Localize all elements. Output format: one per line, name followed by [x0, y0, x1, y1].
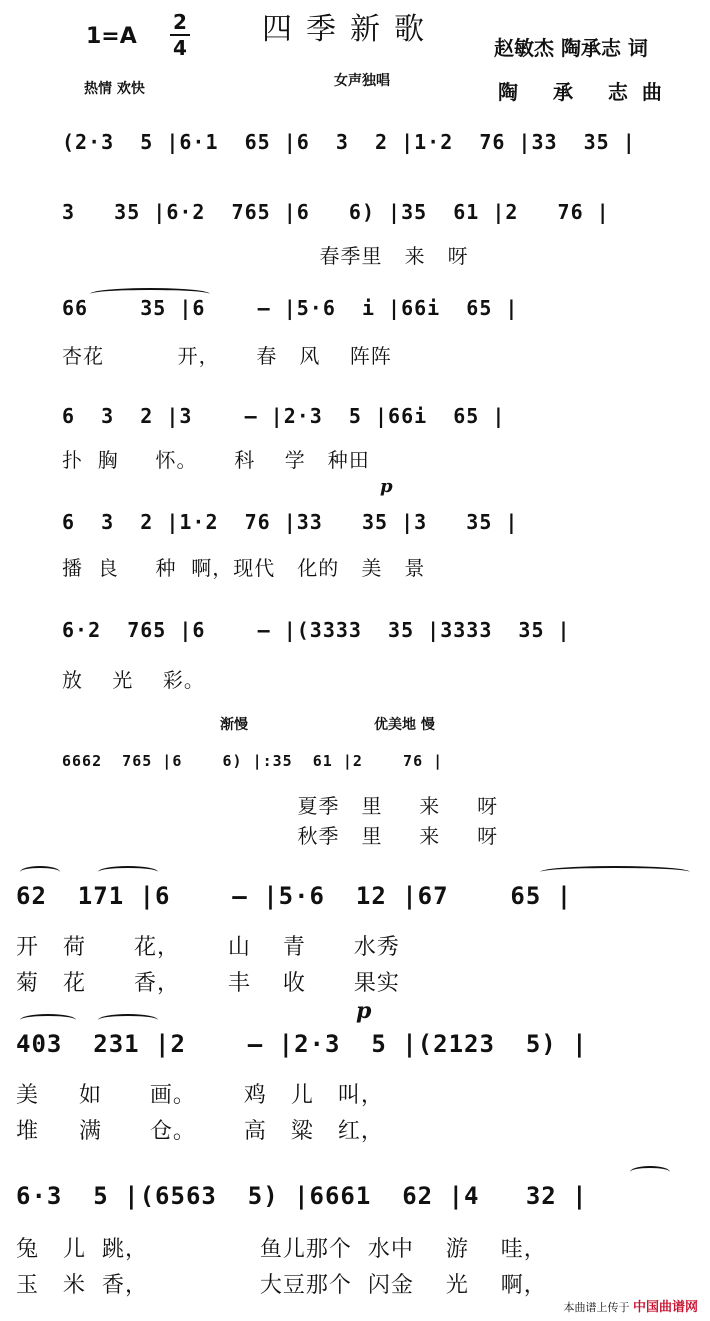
notation-line-6: 6·2 765 |6 — |(3333 35 |3333 35 |	[62, 618, 571, 642]
footer	[563, 1296, 698, 1315]
meter-denominator: 4	[170, 34, 190, 60]
notation-line-10: 6·3 5 |(6563 5) |6661 62 |4 32 |	[16, 1182, 588, 1210]
lyric-line-8a: 开 荷 花， 山 青 水秀	[16, 935, 400, 960]
site-logo[interactable]: 中国曲谱网	[632, 1300, 698, 1315]
key-signature: 1=A	[86, 24, 137, 49]
notation-line-9: 403 231 |2 — |2·3 5 |(2123 5) |	[16, 1030, 588, 1058]
notation-line-5: 6 3 2 |1·2 76 |33 35 |3 35 |	[62, 510, 519, 534]
lyric-line-9a: 美 如 画。 鸡 儿 叫，	[16, 1083, 384, 1108]
slur-mark	[630, 1166, 670, 1178]
slur-mark	[20, 866, 60, 878]
lyricist-credit: 赵敏杰 陶承志 词	[494, 36, 648, 60]
lyric-line-7a: 夏季 里 来 呀	[62, 794, 499, 818]
notation-line-7: 6662 765 |6 6) |:35 61 |2 76 |	[62, 752, 444, 770]
notation-line-8: 62 171 |6 — |5·6 12 |67 65 |	[16, 882, 573, 910]
meter-numerator: 2	[173, 10, 187, 34]
time-signature	[170, 10, 190, 60]
tempo-ritardando: 渐慢	[220, 717, 248, 733]
slur-mark	[90, 288, 210, 300]
notation-line-4: 6 3 2 |3 — |2·3 5 |66i 65 |	[62, 404, 506, 428]
lyric-line-7b: 秋季 里 来 呀	[62, 824, 499, 848]
tempo-graceful-slow: 优美地 慢	[374, 717, 435, 733]
notation-line-2: 3 35 |6·2 765 |6 6) |35 61 |2 76 |	[62, 200, 610, 224]
song-title: 四季新歌	[262, 12, 438, 47]
lyric-line-10a: 兔 儿 跳， 鱼儿那个 水中 游 哇，	[16, 1237, 547, 1262]
lyric-line-2: 春季里 来 呀	[62, 244, 469, 268]
tempo-marking: 热情 欢快	[84, 81, 145, 97]
footer-text: 本曲谱上传于	[563, 1301, 630, 1314]
slur-mark	[98, 1014, 158, 1026]
lyric-line-8b: 菊 花 香， 丰 收 果实	[16, 971, 400, 996]
slur-mark	[540, 866, 690, 878]
lyric-line-3: 杏花 开， 春 风 阵阵	[62, 344, 392, 368]
slur-mark	[98, 866, 158, 878]
lyric-line-10b: 玉 米 香， 大豆那个 闪金 光 啊，	[16, 1273, 547, 1298]
dynamic-piano-2: p	[356, 998, 372, 1024]
composer-credit: 陶 承 志曲	[498, 80, 676, 104]
notation-line-3: 66 35 |6 — |5·6 i |66i 65 |	[62, 296, 519, 320]
lyric-line-6: 放 光 彩。	[62, 668, 205, 692]
notation-line-1: (2·3 5 |6·1 65 |6 3 2 |1·2 76 |33 35 |	[62, 130, 636, 154]
lyric-line-9b: 堆 满 仓。 高 粱 红，	[16, 1119, 384, 1144]
lyric-line-5: 播 良 种 啊，现代 化的 美 景	[62, 556, 426, 580]
voice-type: 女声独唱	[334, 73, 390, 89]
dynamic-piano-1: p	[380, 476, 393, 497]
lyric-line-4: 扑 胸 怀。 科 学 种田	[62, 448, 370, 472]
slur-mark	[20, 1014, 76, 1026]
